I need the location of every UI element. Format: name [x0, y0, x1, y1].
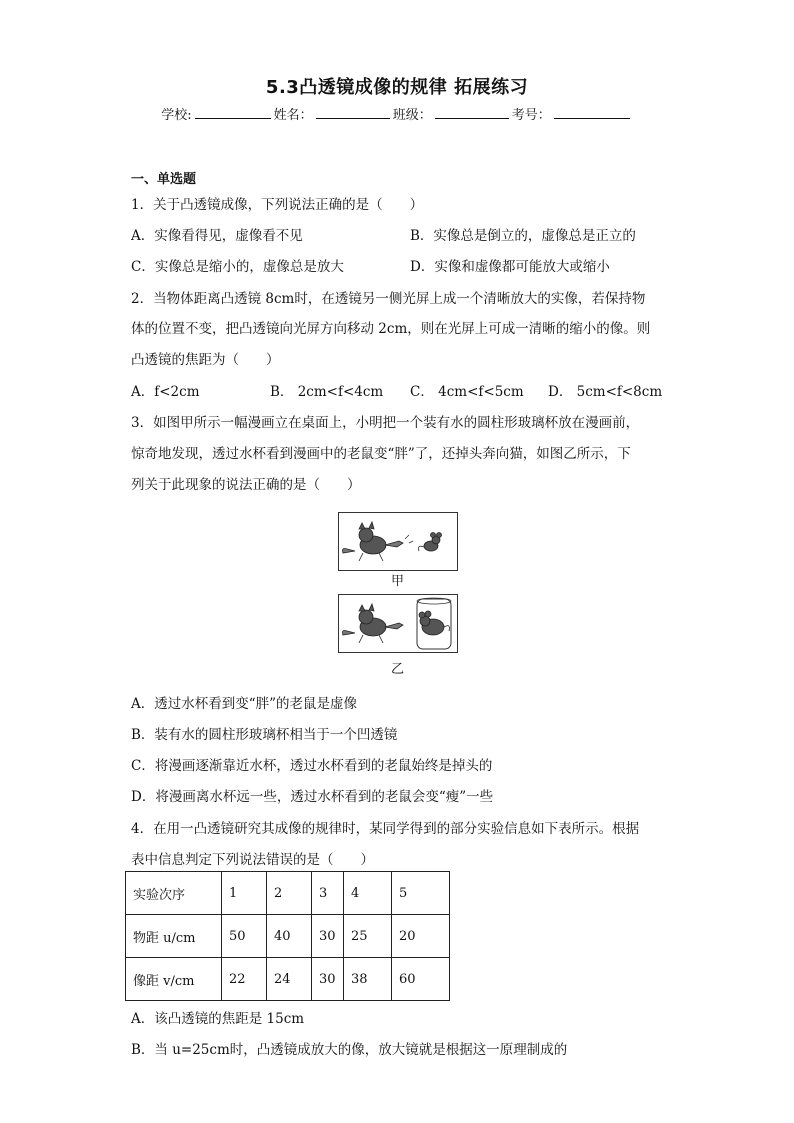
student-info-line	[0, 104, 794, 123]
experiment-data-table	[125, 871, 450, 1001]
table-cell: 24	[267, 958, 312, 1001]
table-cell: 22	[222, 958, 267, 1001]
q3-line-2: 惊奇地发现，透过水杯看到漫画中的老鼠变“胖”了，还掉头奔向猫，如图乙所示，下	[131, 446, 631, 462]
q3-line-1: 3．如图甲所示一幅漫画立在桌面上，小明把一个装有水的圆柱形玻璃杯放在漫画前，	[131, 415, 640, 431]
table-cell: 50	[222, 915, 267, 958]
q2-option-b: B． 2cm<f<4cm	[270, 384, 384, 400]
q4-option-a: A．该凸透镜的焦距是 15cm	[131, 1011, 305, 1027]
table-cell: 30	[312, 915, 344, 958]
table-cell: 5	[392, 872, 450, 915]
table-cell: 实验次序	[126, 872, 222, 915]
figure-yi-caption: 乙	[391, 662, 405, 677]
q3-option-d: D．将漫画离水杯远一些，透过水杯看到的老鼠会变“瘦”一些	[131, 789, 494, 805]
table-cell: 30	[312, 958, 344, 1001]
q3-option-c: C．将漫画逐渐靠近水杯，透过水杯看到的老鼠始终是掉头的	[131, 758, 493, 774]
q3-line-3: 列关于此现象的说法正确的是（ ）	[131, 477, 361, 493]
table-row	[126, 872, 450, 915]
school-label: 学校:	[161, 108, 192, 123]
table-cell: 38	[344, 958, 392, 1001]
q4-line-1: 4．在用一凸透镜研究其成像的规律时，某同学得到的部分实验信息如下表所示。根据	[131, 821, 640, 837]
table-cell: 1	[222, 872, 267, 915]
exam-no-blank[interactable]	[554, 104, 630, 119]
q1-option-a: A．实像看得见，虚像看不见	[131, 228, 303, 244]
name-blank[interactable]	[316, 104, 390, 119]
cat-mouse-comic-image	[339, 513, 457, 570]
q2-line-2: 体的位置不变，把凸透镜向光屏方向移动 2cm，则在光屏上可成一清晰的缩小的像。则	[131, 321, 651, 337]
q4-option-b: B．当 u=25cm时，凸透镜成放大的像，放大镜就是根据这一原理制成的	[131, 1042, 568, 1058]
name-label: 姓名：	[273, 108, 313, 123]
table-cell: 2	[267, 872, 312, 915]
table-cell: 40	[267, 915, 312, 958]
table-cell: 60	[392, 958, 450, 1001]
table-cell: 3	[312, 872, 344, 915]
q1-option-c: C．实像总是缩小的，虚像总是放大	[131, 259, 344, 275]
table-cell: 物距 u/cm	[126, 915, 222, 958]
school-blank[interactable]	[195, 104, 271, 119]
figure-jia-comic	[338, 512, 458, 571]
q1-option-b: B．实像总是倒立的，虚像总是正立的	[410, 228, 636, 244]
page-title: 5.3凸透镜成像的规律 拓展练习	[265, 77, 529, 98]
q2-option-a: A．f<2cm	[131, 384, 200, 400]
section-heading: 一、单选题	[131, 172, 197, 187]
cat-mouse-glass-image	[339, 595, 457, 652]
q2-option-d: D． 5cm<f<8cm	[548, 384, 663, 400]
table-cell: 25	[344, 915, 392, 958]
class-blank[interactable]	[435, 104, 509, 119]
figure-jia-caption: 甲	[391, 574, 405, 589]
class-label: 班级：	[392, 108, 432, 123]
q3-option-a: A．透过水杯看到变“胖”的老鼠是虚像	[131, 696, 358, 712]
q4-line-2: 表中信息判定下列说法错误的是（ ）	[131, 852, 374, 868]
q1-option-d: D．实像和虚像都可能放大或缩小	[410, 259, 610, 275]
table-cell: 20	[392, 915, 450, 958]
table-row	[126, 915, 450, 958]
table-cell: 4	[344, 872, 392, 915]
q2-line-1: 2．当物体距离凸透镜 8cm时，在透镜另一侧光屏上成一个清晰放大的实像，若保持物	[131, 291, 646, 307]
exam-no-label: 考号：	[511, 108, 551, 123]
q2-option-c: C． 4cm<f<5cm	[410, 384, 524, 400]
q1-stem: 1．关于凸透镜成像，下列说法正确的是（ ）	[131, 197, 424, 213]
figure-yi-comic	[338, 594, 458, 653]
table-row	[126, 958, 450, 1001]
table-cell: 像距 v/cm	[126, 958, 222, 1001]
q3-option-b: B．装有水的圆柱形玻璃杯相当于一个凹透镜	[131, 727, 398, 743]
q2-line-3: 凸透镜的焦距为（ ）	[131, 352, 280, 368]
